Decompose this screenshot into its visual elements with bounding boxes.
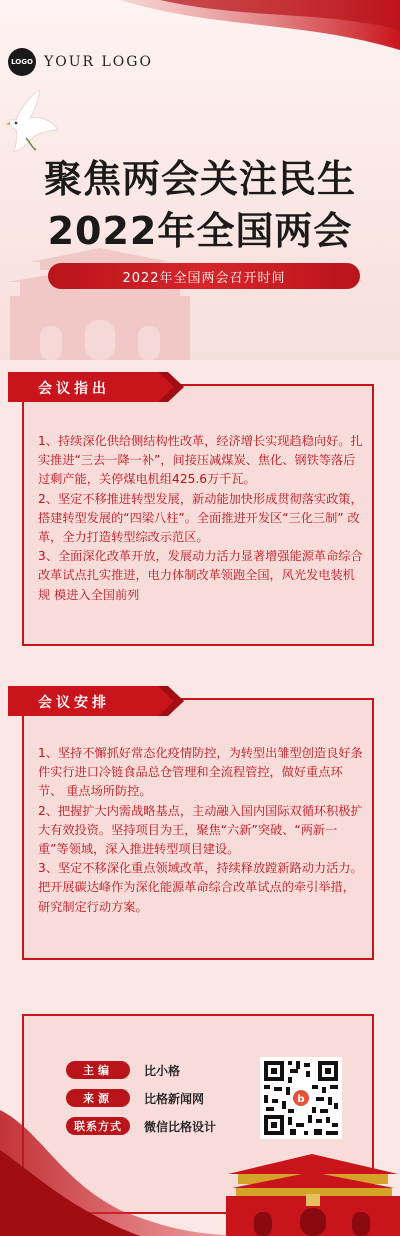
- section2-body: [38, 744, 364, 917]
- source-label: 来源: [66, 1089, 130, 1107]
- section1-body: [38, 432, 364, 605]
- section1-paragraph: 3、全面深化改革开放，发展动力活力显著增强能源革命综合 改革试点扎实推进，电力体制改革领跑全国，风光发电装机规 模进入全国前列: [38, 549, 363, 602]
- section2-paragraph: 3、坚定不移深化重点领域改革，持续释放蹚新路动力活力。 把开展碳达峰作为深化能源革命综合改革试点的牵引举措， 研究制定行动方案。: [38, 861, 363, 914]
- info-row-editor: [66, 1061, 180, 1079]
- footer-decoration: [0, 1090, 400, 1236]
- svg-text:b: b: [297, 1094, 305, 1105]
- section2-paragraph: 2、把握扩大内需战略基点，主动融入国内国际双循环积极扩 大有效投资。坚持项目为王，聚焦“六新”突破、“两新一 重”等领域，深入推进转型项目建设。: [38, 803, 363, 857]
- section1-paragraph: 2、坚定不移推进转型发展，新动能加快形成贯彻落实政策， 搭建转型发展的“四梁八柱”。全面推进开发区“三化三制” 改革，全力打造转型综改示范区。: [38, 491, 363, 545]
- logo-text: YOUR LOGO: [44, 54, 153, 70]
- section2-paragraph: 1、坚持不懈抓好常态化疫情防控，为转型出雏型创造良好条 件实行进口冷链食品总仓管理和全流程管控，做好重点环节、 重点场所防控。: [38, 746, 363, 799]
- contact-value: 微信比格设计: [144, 1119, 217, 1134]
- editor-label: 主编: [66, 1061, 130, 1079]
- contact-label: 联系方式: [66, 1117, 130, 1135]
- logo-badge: LOGO: [8, 48, 36, 76]
- section1-heading: 会议指出: [38, 381, 110, 397]
- section1-paragraph: 1、持续深化供给侧结构性改革，经济增长实现趋稳向好。扎 实推进“三去一降一补”，间接压减煤炭、焦化、钢铁等落后 过剩产能，关停煤电机组425.6万千瓦。: [38, 434, 363, 487]
- brand-logo: [8, 48, 153, 76]
- main-title-line1: 聚焦两会关注民生: [43, 157, 356, 201]
- editor-value: 比小格: [144, 1063, 181, 1078]
- subtitle-pill: 2022年全国两会召开时间: [48, 263, 360, 289]
- main-title-line2: 2022年全国两会: [47, 209, 353, 253]
- dove-icon: [6, 90, 62, 154]
- section-heading-tab: [8, 372, 184, 402]
- section2-heading: 会议安排: [38, 695, 110, 711]
- section-heading-tab: [8, 686, 184, 716]
- source-value: 比格新闻网: [144, 1091, 205, 1106]
